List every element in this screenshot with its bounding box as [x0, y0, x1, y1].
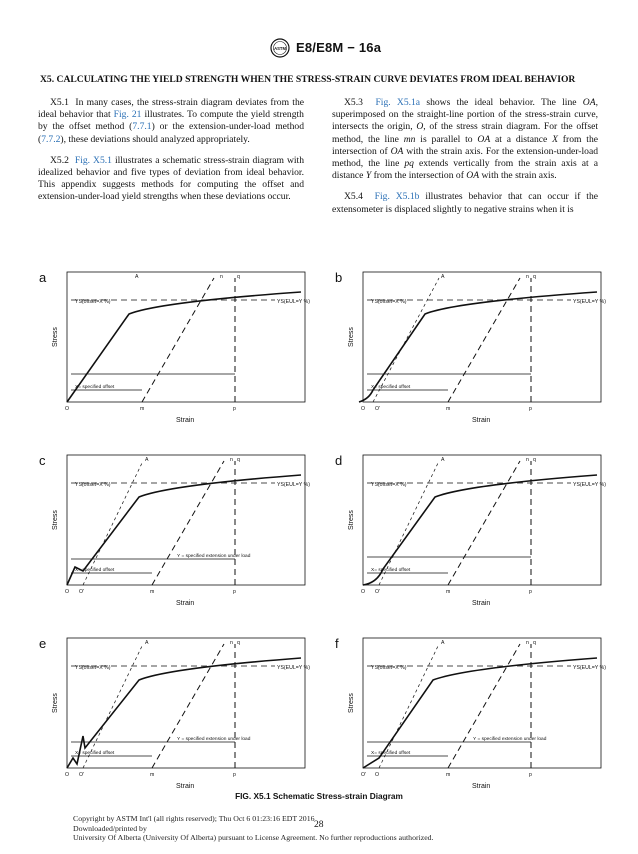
panel-b-ys-eul-label: YS(EUL=Y %): [573, 299, 606, 305]
panel-f-point-n-label: n: [526, 640, 529, 646]
panel-e-y-axis-title: Stress: [52, 693, 59, 713]
panel-c-point-A-label: A: [145, 457, 149, 463]
panel-f-point-p-label: p: [529, 772, 532, 778]
footer-license: University Of Alberta (University Of Alberta) pursuant to License Agreement. No further reproductions authorized.: [73, 833, 434, 843]
panel-a-offset-line-mn: [142, 278, 214, 402]
panel-c-y-axis-title: Stress: [52, 510, 59, 530]
panel-e-point-m-label: m: [150, 772, 155, 778]
panel-d-ys-offset-label: YS(offset=X %): [371, 482, 407, 488]
panel-a-point-A-label: A: [135, 274, 139, 280]
panel-e-line-OA-extension: [83, 644, 143, 768]
panel-d-point-n-label: n: [526, 457, 529, 463]
panel-a-point-m-label: m: [140, 406, 145, 412]
panel-c-point-O2-label: O': [79, 589, 85, 595]
panel-a-point-O-label: O: [65, 406, 70, 412]
panel-a-point-q-label: q: [237, 274, 240, 280]
panel-d-point-m-label: m: [446, 589, 451, 595]
fig-x5-1-link[interactable]: Fig. X5.1: [74, 154, 112, 166]
panel-e-ys-offset-label: YS(offset=X %): [75, 665, 111, 671]
panel-d-offset-dimension-label: X= specified offset: [371, 568, 411, 573]
footer-copyright: Copyright by ASTM Int'l (all rights reserved); Thu Oct 6 01:23:16 EDT 2016: [73, 814, 315, 823]
panel-c-offset-line-mn: [152, 461, 224, 585]
paragraph-x5-2: X5.2 Fig. X5.1 illustrates a schematic stress-strain diagram with idealized behavior and five types of deviation from ideal behavior. This appendix suggests methods for computing the offset and extension-under-load yield strengths when these deviations occur.: [38, 154, 305, 203]
panel-f-x-axis-title: Strain: [472, 783, 491, 790]
panel-d-point-A-label: A: [441, 457, 445, 463]
panel-c-ys-eul-label: YS(EUL=Y %): [277, 482, 310, 488]
panel-e-letter: e: [39, 636, 47, 651]
panel-c-line-OA-extension: [83, 461, 143, 585]
panel-c-x-axis-title: Strain: [176, 600, 195, 607]
panel-b-point-m-label: m: [446, 406, 451, 412]
panel-d-x-axis-title: Strain: [472, 600, 491, 607]
panel-b-frame: [363, 272, 601, 402]
panel-d-letter: d: [335, 453, 343, 468]
panel-e-point-q-label: q: [237, 640, 240, 646]
panel-f-point-O-label: O': [361, 772, 367, 778]
panel-c-point-O-label: O: [65, 589, 70, 595]
section-7-7-1-link[interactable]: 7.7.1: [132, 121, 152, 133]
panel-a-ys-offset-label: YS(offset=X %): [75, 299, 111, 305]
panel-b-point-n-label: n: [526, 274, 529, 280]
panel-e-x-axis-title: Strain: [176, 783, 195, 790]
panel-f-offset-dimension-label: X= specified offset: [371, 751, 411, 756]
figure-caption: FIG. X5.1 Schematic Stress-strain Diagram: [235, 791, 403, 801]
paragraph-x5-4: X5.4 Fig. X5.1b illustrates behavior that can occur if the extensometer is displaced slightly to negative strains when it is: [332, 191, 599, 215]
panel-d-point-p-label: p: [529, 589, 532, 595]
panel-b-letter: b: [335, 270, 343, 285]
panel-e-offset-dimension-label: X= specified offset: [75, 751, 115, 756]
panel-b-offset-line-mn: [448, 278, 520, 402]
document-id: E8/E8M − 16a: [296, 40, 382, 55]
panel-c-ys-offset-label: YS(offset=X %): [75, 482, 111, 488]
panel-e-point-n-label: n: [230, 640, 233, 646]
section-7-7-2-link[interactable]: 7.7.2: [41, 133, 61, 145]
panel-f-point-A-label: A: [441, 640, 445, 646]
panel-b-ys-offset-label: YS(offset=X %): [371, 299, 407, 305]
panel-a-ys-eul-label: YS(EUL=Y %): [277, 299, 310, 305]
panel-f-offset-line-mn: [448, 644, 520, 768]
panel-c-letter: c: [39, 453, 46, 468]
panel-a-y-axis-title: Stress: [52, 327, 59, 347]
panel-a-frame: [67, 272, 305, 402]
panel-b-x-axis-title: Strain: [472, 417, 491, 424]
panel-d-point-O2-label: O': [375, 589, 381, 595]
panel-f-y-axis-title: Stress: [348, 693, 355, 713]
section-title: X5. CALCULATING THE YIELD STRENGTH WHEN THE STRESS-STRAIN CURVE DEVIATES FROM IDEAL BEHAVIOR: [40, 74, 576, 85]
fig-21-link[interactable]: Fig. 21: [113, 109, 142, 121]
panel-b-point-O2-label: O': [375, 406, 381, 412]
panel-f-point-O2-label: O: [375, 772, 380, 778]
panel-f-ys-eul-label: YS(EUL=Y %): [573, 665, 606, 671]
footer: [73, 814, 434, 843]
panel-a-x-axis-title: Strain: [176, 417, 195, 424]
panel-e-point-p-label: p: [233, 772, 236, 778]
panel-c-point-m-label: m: [150, 589, 155, 595]
panel-d-y-axis-title: Stress: [348, 510, 355, 530]
panel-f-ys-offset-label: YS(offset=X %): [371, 665, 407, 671]
panel-a-offset-dimension-label: X= specified offset: [75, 385, 115, 390]
fig-x5-1a-link[interactable]: Fig. X5.1a: [375, 97, 421, 108]
panel-b-point-A-label: A: [441, 274, 445, 280]
panel-f-point-q-label: q: [533, 640, 536, 646]
panel-e-point-A-label: A: [145, 640, 149, 646]
panel-d-point-q-label: q: [533, 457, 536, 463]
panel-e-frame: [67, 638, 305, 768]
paragraph-x5-1: X5.1 In many cases, the stress-strain diagram deviates from the ideal behavior that Fig. 21 illustrates. To compute the yield strength by the offset method (7.7.1) or the extension-under-load method (7.7.2), these deviations should analyzed appropriately.: [38, 97, 304, 145]
panel-f-extension-dimension-label: Y = specified extension under load: [473, 737, 547, 742]
panel-f-frame: [363, 638, 601, 768]
panel-a-point-n-label: n: [220, 274, 223, 280]
panel-d-offset-line-mn: [448, 461, 520, 585]
panel-d-line-OA-extension: [379, 461, 439, 585]
panel-b-y-axis-title: Stress: [348, 327, 355, 347]
panel-f-line-OA-extension: [379, 644, 439, 768]
panel-b-offset-dimension-label: X= specified offset: [371, 385, 411, 390]
panel-c-frame: [67, 455, 305, 585]
panel-a-point-p-label: p: [233, 406, 236, 412]
panel-e-ys-eul-label: YS(EUL=Y %): [277, 665, 310, 671]
panel-b-point-q-label: q: [533, 274, 536, 280]
panel-f-letter: f: [335, 636, 339, 651]
panel-d-frame: [363, 455, 601, 585]
panel-d-point-O-label: O: [361, 589, 366, 595]
panel-b-line-OA-extension: [373, 278, 439, 402]
panel-e-extension-dimension-label: Y = specified extension under load: [177, 737, 251, 742]
panel-d-ys-eul-label: YS(EUL=Y %): [573, 482, 606, 488]
panel-e-point-O2-label: O': [79, 772, 85, 778]
panel-e-offset-line-mn: [152, 644, 224, 768]
panel-e-point-O-label: O: [65, 772, 70, 778]
panel-c-offset-dimension-label: X= specified offset: [75, 568, 115, 573]
paragraph-x5-3: X5.3 Fig. X5.1a shows the ideal behavior. The line OA, superimposed on the straight-line portion of the stress-strain curve, intersects the origin, O, of the stress strain diagram. For the offset method, the line mn is parallel to OA at a distance X from the intersection of OA with the strain axis. For the extension-under-load method, the line pq extends vertically from the strain axis at a distance Y from the intersection of OA with the strain axis.: [332, 97, 599, 182]
panel-c-point-q-label: q: [237, 457, 240, 463]
panel-c-point-p-label: p: [233, 589, 236, 595]
panel-b-point-p-label: p: [529, 406, 532, 412]
svg-text:ASTM: ASTM: [274, 46, 286, 51]
panel-b-point-O-label: O: [361, 406, 366, 412]
fig-x5-1b-link[interactable]: Fig. X5.1b: [374, 191, 420, 203]
panel-c-extension-dimension-label: Y = specified extension under load: [177, 554, 251, 559]
panel-a-letter: a: [39, 270, 47, 285]
page-number: 28: [314, 819, 324, 830]
panel-c-point-n-label: n: [230, 457, 233, 463]
footer-downloaded: Downloaded/printed by: [73, 823, 147, 833]
panel-f-point-m-label: m: [446, 772, 451, 778]
